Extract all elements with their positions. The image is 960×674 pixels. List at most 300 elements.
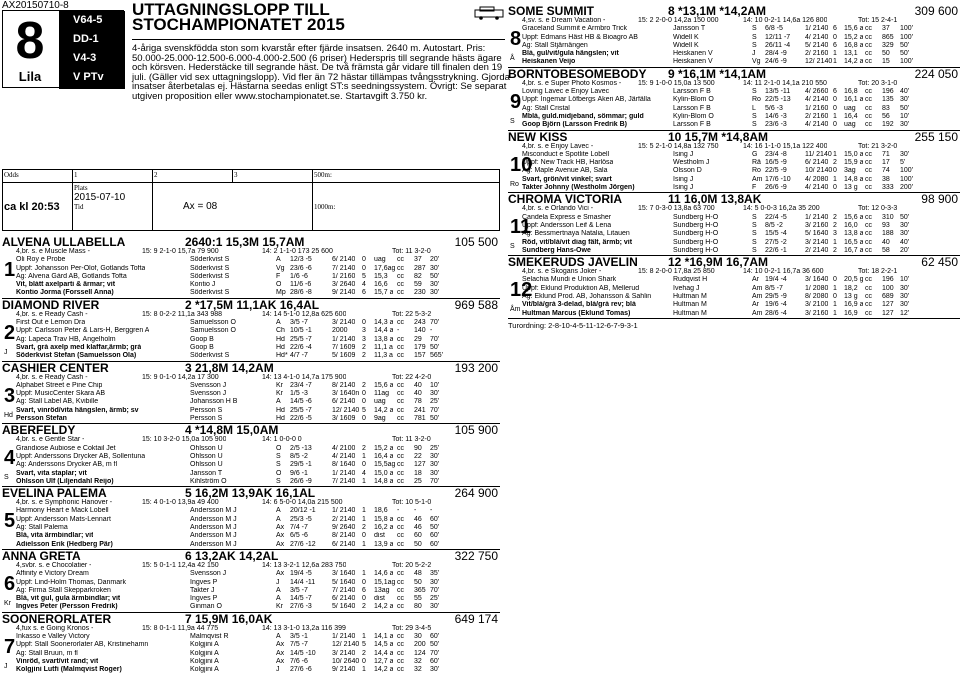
start-row (2, 478, 500, 486)
start-cell: 2 (362, 444, 366, 452)
start-cell: Svensson J (190, 381, 227, 389)
start-cell: 0 (833, 33, 837, 41)
horse-name: CHROMA VICTORIA (508, 192, 622, 207)
start-cell: 3/ 2100 (805, 301, 829, 309)
start-cell: cc (865, 58, 872, 66)
start-cell: 9/ 2140 (332, 666, 356, 674)
start-cell: 0 (362, 595, 366, 603)
start-cell: 188 (882, 230, 894, 238)
start-cell: 30' (430, 469, 440, 477)
start-cell: Åm (752, 293, 763, 301)
start-cell: Persson S (190, 406, 223, 414)
start-cell: 15,7 a (374, 289, 394, 297)
horse-earnings: 98 900 (921, 192, 958, 207)
start-row (2, 407, 500, 415)
horse-number: 3 (4, 384, 16, 407)
start-cell: Söderkvist S (190, 264, 230, 272)
start-row (2, 327, 500, 335)
horse-info: 4,br. s. e Muscle Mass - (16, 248, 90, 255)
start-cell: Söderkvist S (190, 256, 230, 264)
horse-entry (508, 66, 960, 131)
start-cell: 8/5 -2 (765, 221, 783, 229)
start-cell: Oli Roy e Probe (16, 256, 66, 264)
horse-tot: Tot: 22 4-2-0 (392, 373, 432, 381)
start-cell: 25' (430, 398, 440, 406)
start-cell: 78 (414, 398, 422, 406)
start-cell: 2 (833, 213, 837, 221)
start-cell: cc (397, 415, 404, 423)
start-cell: Uppf: New Track HB, Harlösa (522, 159, 614, 167)
start-cell: 30' (430, 452, 440, 460)
start-cell: cc (865, 293, 872, 301)
start-cell: Uppf: Stall Soonerorlater AB, Kristinehamn (16, 641, 149, 649)
start-cell: 15,5ag (374, 461, 396, 469)
start-cell: 25/5 -7 (290, 406, 312, 414)
start-cell: Affinity e Victory Dream (16, 570, 89, 578)
start-cell: S (752, 121, 757, 129)
start-cell: 1 (833, 50, 837, 58)
start-cell: cc (865, 121, 872, 129)
horse-stat: 15: 5 0-1-1 12,4a 42 150 (142, 561, 219, 569)
start-cell: cc (865, 175, 872, 183)
start-cell: 7/ 2140 (332, 477, 356, 485)
start-cell: - (430, 507, 433, 515)
start-cell: Uppf: Lind-Holm Thomas, Danmark (16, 578, 126, 586)
start-cell: 196 (882, 276, 894, 284)
start-cell: Å (276, 398, 281, 406)
start-row (508, 247, 960, 255)
start-cell: Äg: Stall Stjärnängen (522, 41, 588, 49)
start-cell: J (276, 666, 280, 674)
start-cell: 24/6 -9 (765, 58, 787, 66)
start-cell: 3/5 -1 (290, 632, 308, 640)
start-cell: 46 (414, 524, 422, 532)
start-cell: 16,2 a (374, 524, 394, 532)
start-cell: 127 (882, 301, 894, 309)
horse-tot: Tot: 18 2-2-1 (858, 268, 898, 276)
start-cell: Ginman O (190, 603, 222, 611)
start-cell: Å (276, 319, 281, 327)
horse-s2: 14: 10 0-2-1 14,6a 126 800 (743, 17, 828, 24)
start-cell: 13,8 a (844, 230, 864, 238)
horse-stats-row (2, 499, 500, 507)
horse-header (2, 548, 500, 563)
start-cell: 50' (430, 343, 440, 351)
start-cell: Blå, vit gul, gula ärmbindlar; vit (16, 595, 121, 603)
start-cell: 13,8 a (374, 335, 394, 343)
start-cell: 14,8 a (374, 477, 394, 485)
start-cell: 15/5 -4 (765, 230, 787, 238)
horse-name: SMEKERUDS JAVELIN (508, 255, 638, 270)
horse-track-letter: Å (510, 55, 515, 62)
start-cell: 1/ 2140 (332, 469, 356, 477)
start-cell: 1 (362, 515, 366, 523)
start-cell: 15 (882, 58, 890, 66)
horse-info: 4,br. s. e Ready Cash - (16, 310, 88, 318)
start-cell: 10/5 -1 (290, 327, 312, 335)
start-cell: 2/ 2140 (805, 246, 829, 254)
start-cell: Ö (276, 281, 282, 289)
start-cell: Sundberg H-O (673, 213, 719, 221)
start-cell: 140 (414, 327, 426, 335)
horse-stat: 15: 10 3-2-0 15,0a 105 900 (142, 436, 227, 444)
start-cell: Å (276, 595, 281, 603)
start-cell: 17 (882, 159, 890, 167)
start-cell: 100' (900, 175, 914, 183)
start-row (2, 256, 500, 264)
start-cell: 50' (900, 213, 910, 221)
start-cell: 1/ 2140 (805, 25, 829, 33)
start-cell: 26/6 -9 (765, 184, 787, 192)
start-cell: 60 (414, 532, 422, 540)
start-cell: Hultman M (673, 301, 707, 309)
start-cell: 22/6 -5 (290, 415, 312, 423)
start-cell: cc (865, 25, 872, 33)
start-cell: 329 (882, 41, 894, 49)
start-row (508, 88, 960, 96)
start-cell: Andersson M J (190, 532, 237, 540)
start-cell: Ar (752, 276, 759, 284)
start-cell: Kolgjini A (190, 649, 219, 657)
horse-number: 12 (510, 279, 533, 302)
start-cell: 8/ 2140 (332, 532, 356, 540)
start-cell: Ohlsson U (190, 444, 223, 452)
start-cell: 7/5 -7 (290, 641, 308, 649)
start-cell: S (752, 213, 757, 221)
start-cell: cc (865, 104, 872, 112)
horse-number: 5 (4, 510, 16, 533)
start-row (508, 25, 960, 33)
horse-s2: 14: 14 5-1-0 12,8a 625 600 (262, 310, 347, 318)
start-cell: 5' (900, 159, 906, 167)
start-cell: 16,0 (844, 221, 858, 229)
start-cell: 70' (430, 477, 440, 485)
start-cell: 7/ 2140 (332, 264, 356, 272)
start-cell: 15,0 a (844, 150, 864, 158)
start-cell: Vit/blå/grå 3-delad, blå/grå rev; blå (522, 301, 636, 309)
start-cell: 93 (882, 221, 890, 229)
horse-name: SOONERORLATER (2, 611, 112, 626)
start-cell: Inkasso e Valley Victory (16, 632, 90, 640)
start-cell: 14,2 a (374, 406, 394, 414)
start-cell: 30' (430, 666, 440, 674)
start-cell: Vg (752, 58, 761, 66)
start-cell: 17,6ag (374, 264, 396, 272)
horse-stat: 15: 2 2-0-0 14,2a 150 000 (638, 17, 719, 24)
start-cell: 5/ 1640 (332, 603, 356, 611)
start-cell: 22/4 -5 (765, 213, 787, 221)
horse-tot: Tot: 11 3-2-0 (392, 248, 431, 255)
start-cell: Heiskanen V (673, 50, 713, 58)
horse-name: EVELINA PALEMA (2, 486, 107, 501)
start-cell: 14,4 a (374, 649, 394, 657)
horse-stats-row (2, 625, 500, 633)
start-cell: 0 (362, 532, 366, 540)
start-row (508, 113, 960, 121)
start-cell: Äg: Maple Avenue AB, Sala (522, 167, 608, 175)
start-cell: 30' (430, 461, 440, 469)
start-cell: 16,4 a (374, 452, 394, 460)
start-cell: 15,6 a (844, 25, 864, 33)
horse-info: 4,svbr. s. e Chocolatier - (16, 561, 92, 569)
start-cell: Uppf: Eklund Produktion AB, Mellerud (522, 284, 640, 292)
right-column (508, 6, 960, 330)
horse-record: 2640:1 15,3M 15,7AM (185, 235, 305, 249)
start-cell: 365 (414, 586, 426, 594)
start-cell: 56 (882, 112, 890, 120)
start-cell: Andersson M J (190, 540, 237, 548)
start-row (2, 445, 500, 453)
start-cell: 7/6 -6 (290, 657, 308, 665)
ax-value: Ax = 08 (153, 183, 313, 231)
start-cell: 14/5 -10 (290, 649, 316, 657)
start-cell: Ro (752, 96, 761, 104)
start-cell: S (752, 221, 757, 229)
start-cell: Kolgjini A (190, 641, 219, 649)
start-cell: Vinröd, svart/vit rand; vit (16, 657, 99, 665)
start-cell: Rä (752, 159, 761, 167)
start-cell: 27/6 -3 (290, 603, 312, 611)
horse-record: 2 *17,5M 11,1AK 16,4AL (185, 297, 320, 312)
start-cell: 3 (833, 230, 837, 238)
start-cell: 12/11 -7 (765, 33, 791, 41)
horse-stat: 15: 9 1-0-0 15,0a 13 500 (638, 79, 715, 87)
start-cell: 74 (882, 167, 890, 175)
start-cell: 50' (900, 41, 910, 49)
start-cell: 6 (833, 88, 837, 96)
horse-stats-row (2, 374, 500, 382)
start-cell: Ax (276, 641, 285, 649)
start-row (508, 239, 960, 247)
start-cell: 2000 (332, 327, 348, 335)
start-cell: 1 (833, 309, 837, 317)
start-cell: 16,5 a (844, 238, 864, 246)
start-cell: 6/ 2140 (332, 256, 356, 264)
start-cell: 127 (414, 461, 426, 469)
start-row (508, 285, 960, 293)
start-cell: 1 (833, 112, 837, 120)
start-cell: 2 (362, 603, 366, 611)
start-row (2, 541, 500, 549)
start-cell: 12,7 a (374, 657, 394, 665)
start-cell: 3/ 2640 (332, 281, 356, 289)
start-cell: 15,2 a (844, 33, 864, 41)
start-cell: 124 (414, 649, 426, 657)
start-cell: 1 (362, 540, 366, 548)
start-cell: 59 (414, 281, 422, 289)
horse-earnings: 255 150 (914, 129, 958, 144)
start-cell: 13 g (844, 184, 858, 192)
start-cell: 30' (900, 230, 910, 238)
split-1000m: 1000m: (313, 183, 500, 231)
race-title-line2: STOCHAMPIONATET 2015 (132, 15, 345, 34)
start-cell: 2/ 2160 (805, 112, 829, 120)
start-cell: Svart, grön/vit vinkel; svart (522, 175, 612, 183)
start-row (2, 595, 500, 603)
start-cell: 4/ 2140 (805, 184, 829, 192)
start-cell: Larsson F B (673, 88, 711, 96)
start-cell: dist (374, 595, 385, 603)
start-cell: Ivehag J (673, 284, 700, 292)
horse-s2: 14: 13 4-1-0 14,7a 175 900 (262, 373, 347, 381)
start-cell: Ohlsson U (190, 461, 223, 469)
start-cell: Ax (276, 570, 285, 578)
start-row (508, 214, 960, 222)
horse-earnings: 193 200 (454, 360, 498, 375)
game-types (59, 11, 125, 89)
start-cell: cc (865, 184, 872, 192)
start-cell: 0 (362, 415, 366, 423)
start-cell: 83 (882, 104, 890, 112)
horse-record: 7 15,9M 16,0AK (185, 611, 273, 626)
start-cell: 22/6 -4 (290, 343, 312, 351)
start-cell: Vit, blått axelparti & ärmar; vit (16, 281, 116, 289)
horse-track-letter: S (510, 117, 515, 125)
start-cell: 30' (900, 150, 910, 158)
start-cell: 15,6 a (844, 213, 864, 221)
horse-stats-row (508, 268, 960, 276)
start-cell: Hultman Marcus (Eklund Tomas) (522, 309, 631, 317)
start-cell: 200 (414, 641, 426, 649)
start-row (508, 184, 960, 192)
start-cell: Hd (276, 406, 285, 414)
start-row (2, 352, 500, 360)
start-cell: 3/5 -7 (290, 319, 308, 327)
start-cell: 4 (362, 469, 366, 477)
start-row (2, 470, 500, 478)
start-cell: 19/6 -4 (765, 301, 787, 309)
race-description: 4-åriga svenskfödda ston som kvarstår efter fjärde insatsen. 2640 m. Autostart. Pris: 50.000-25.000-12.500-6.000-4.000-2.500 (6 priser) Hederspris till segrande hästs ägare och körsven. Hederstäcke till segrande häst. De två främsta går vidare till finalen den 19 juli. (Gäller vid sex uttagningslopp). Vid fler än 72 hästar tillämpas tvångsstrykning. Gjorda insatser återbetalas ej. Hästarna seedas enligt ST:s seedningssystem. Övrigt: Se separat utgiven proposition eller www.stochampionatet.se. Startavgift 3.750 kr. (132, 43, 510, 102)
start-cell: Larsson F B (673, 121, 711, 129)
start-cell: 50' (430, 524, 440, 532)
start-cell: S (276, 452, 281, 460)
horse-s2: 14: 6 5-0-0 14,0a 215 500 (262, 499, 343, 507)
start-cell: 2/ 2140 (332, 515, 356, 523)
start-cell: 22/5 -9 (765, 167, 787, 175)
start-cell: 13,1 (844, 50, 858, 58)
start-cell: 16,9 (844, 309, 858, 317)
game-type: V4-3 (73, 52, 97, 64)
start-cell: - (397, 327, 400, 335)
start-row (2, 415, 500, 423)
start-cell: 30' (900, 293, 910, 301)
start-cell: 4/ 2660 (805, 88, 829, 96)
start-cell: 32 (414, 666, 422, 674)
start-cell: 192 (882, 121, 894, 129)
start-cell: Heiskanen Veijo (522, 58, 576, 66)
start-cell: 28/6 -8 (290, 289, 312, 297)
autostart-car-icon (474, 6, 504, 20)
timing-col-2: 2 (153, 170, 233, 183)
start-cell: 50 (414, 540, 422, 548)
start-cell: cc (865, 276, 872, 284)
start-cell: cc (865, 238, 872, 246)
start-cell: 1 (362, 570, 366, 578)
start-cell: Andersson M J (190, 507, 237, 515)
start-row (2, 579, 500, 587)
start-cell: 2 (362, 524, 366, 532)
race-date: 2015-07-10 (74, 192, 126, 203)
start-cell: 27/6 -6 (290, 666, 312, 674)
start-cell: cc (397, 406, 404, 414)
horse-stats-row (508, 80, 960, 88)
start-cell: 29/5 -1 (290, 461, 312, 469)
start-cell: 25/3 -5 (290, 515, 312, 523)
start-cell: 1/ 2160 (805, 104, 829, 112)
horse-entry (2, 237, 500, 299)
start-cell: 28/6 -4 (765, 309, 787, 317)
start-cell: S (752, 41, 757, 49)
start-cell: 8/ 2140 (332, 381, 356, 389)
start-cell: Ö (276, 444, 282, 452)
start-cell: 14,8 a (844, 175, 864, 183)
start-cell: Jansson T (673, 25, 706, 33)
start-row (508, 105, 960, 113)
start-cell: 35' (430, 570, 440, 578)
start-cell: 20' (900, 246, 910, 254)
start-cell: cc (397, 515, 404, 523)
start-cell: 19/4 -4 (765, 276, 787, 284)
horse-record: 11 16,0M 13,8AK (668, 192, 762, 207)
start-cell: 30' (900, 284, 910, 292)
start-cell: Kolgjini A (190, 657, 219, 665)
horse-earnings: 649 174 (454, 611, 498, 626)
start-cell: 11,3 a (374, 352, 393, 360)
start-cell: 9ag (374, 415, 386, 423)
horse-info: 4,br. s. e Enjoy Lavec - (522, 142, 594, 150)
horse-header (2, 488, 500, 499)
start-cell: Jansson T (190, 469, 223, 477)
start-cell: Uppf: Johansson Per-Olof, Gotlands Tofta (16, 264, 146, 272)
start-cell: cc (397, 649, 404, 657)
start-cell: 1 (362, 507, 366, 515)
start-cell: uag (844, 104, 856, 112)
start-cell: 12' (900, 309, 910, 317)
horse-entry (508, 257, 960, 319)
start-row (2, 587, 500, 595)
horse-tot: Tot: 12 0-3-3 (858, 205, 898, 213)
start-cell: 14/5 -7 (290, 595, 312, 603)
start-cell: 3/5 -7 (290, 586, 308, 594)
start-cell: 11ag (374, 390, 390, 398)
horse-stat: 15: 5 2-1-0 14,8a 132 750 (638, 142, 719, 150)
start-cell: 0 (362, 461, 366, 469)
start-row (2, 344, 500, 352)
start-cell: 14/6 -3 (765, 112, 787, 120)
start-cell: 13 g (844, 293, 858, 301)
horse-header (2, 237, 500, 248)
horse-stat: 15: 8 0-1-1 11,9a 44 775 (142, 624, 219, 632)
tid-label: Tid (74, 203, 84, 211)
start-cell: 0 (833, 167, 837, 175)
start-cell: Ax (276, 532, 285, 540)
start-cell: 1/ 2140 (805, 213, 829, 221)
start-cell: 16,4 (844, 112, 858, 120)
horse-header (2, 611, 500, 626)
start-cell: 37 (414, 256, 422, 264)
start-cell: Svensson J (190, 390, 227, 398)
start-cell: 2/ 2160 (805, 50, 829, 58)
horse-entry (2, 548, 500, 613)
start-cell: - (414, 507, 417, 515)
horse-number: 11 (510, 216, 532, 239)
start-cell: 3/ 2140 (332, 649, 356, 657)
start-cell: 14,2 a (374, 666, 394, 674)
start-cell: 0 (833, 104, 837, 112)
horse-s2: 14: 13 3-2-1 12,6a 283 750 (262, 561, 347, 569)
start-cell: Kr (276, 390, 283, 398)
start-cell: 70' (430, 649, 440, 657)
